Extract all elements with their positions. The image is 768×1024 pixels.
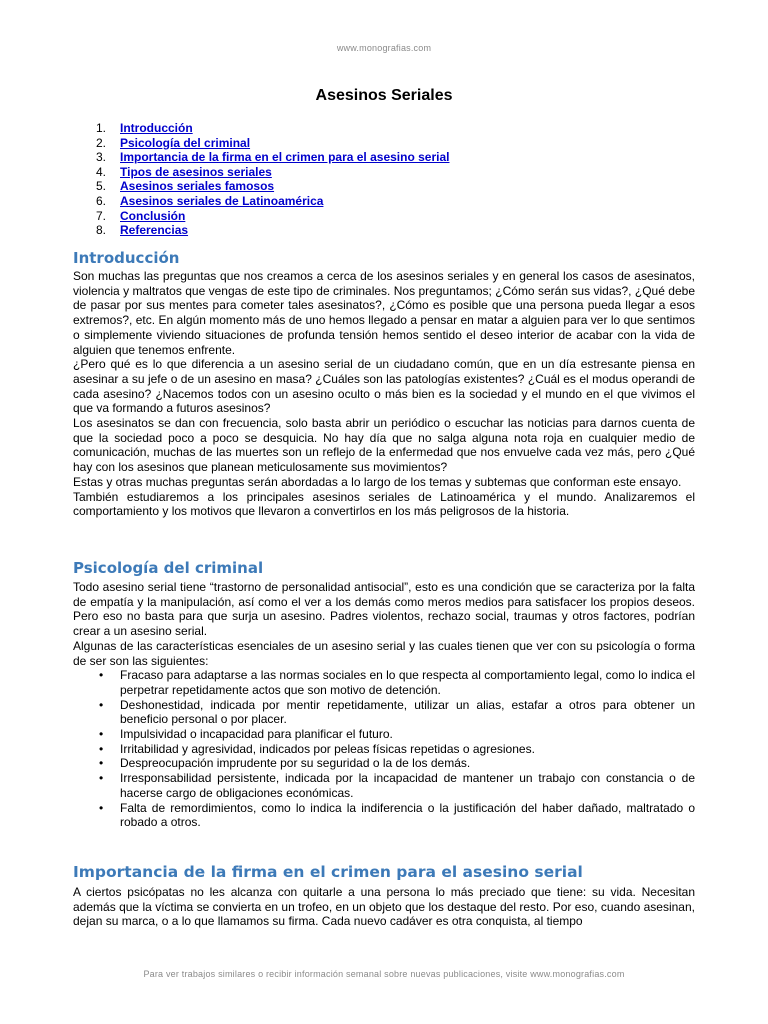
toc-number: 4.: [96, 164, 107, 179]
list-item-text: Deshonestidad, indicada por mentir repetidamente, utilizar un alias, estafar a otros para obtener un beneficio personal o por placer.: [120, 697, 695, 727]
list-item-text: Falta de remordimientos, como lo indica la indiferencia o la justificación del haber dañado, maltratado o robado a otros.: [120, 800, 695, 830]
list-item: [73, 801, 695, 830]
bullet-list: [73, 668, 695, 830]
list-item-text: Impulsividad o incapacidad para planificar el futuro.: [120, 727, 393, 742]
bullet-icon: •: [99, 668, 104, 683]
paragraph: Los asesinatos se dan con frecuencia, solo basta abrir un periódico o escuchar las noticias para darnos cuenta de que la sociedad poco a poco se desquicia. No hay día que no salga alguna nota roja en cualquier medio de comunicación, muchas de las muertes son un reflejo de la enfermedad que nos envuelve cada vez más, pero ¿Qué hay con los asesinos que planean meticulosamente sus movimientos?: [73, 416, 695, 475]
toc-link-psicologia[interactable]: Psicología del criminal: [120, 135, 251, 150]
toc-item: [88, 209, 449, 224]
toc-number: 5.: [96, 179, 107, 194]
bullet-icon: •: [99, 756, 104, 771]
list-item-text: Irritabilidad y agresividad, indicados por peleas físicas repetidas o agresiones.: [120, 741, 535, 756]
list-item: [73, 742, 695, 757]
toc-number: 8.: [96, 223, 107, 238]
bullet-icon: •: [99, 800, 104, 815]
toc-link-tipos[interactable]: Tipos de asesinos seriales: [120, 164, 272, 179]
toc-item: [88, 165, 449, 180]
list-item-text: Despreocupación imprudente por su seguridad o la de los demás.: [120, 756, 471, 771]
list-item: [73, 698, 695, 727]
page-title: Asesinos Seriales: [315, 87, 453, 104]
toc-link-latinoamerica[interactable]: Asesinos seriales de Latinoamérica: [120, 193, 324, 208]
bullet-icon: •: [99, 771, 104, 786]
toc-number: 7.: [96, 208, 107, 223]
section-heading-psicologia: Psicología del criminal: [73, 559, 264, 577]
toc-number: 2.: [96, 135, 107, 150]
toc-item: [88, 179, 449, 194]
paragraph: Todo asesino serial tiene “trastorno de personalidad antisocial”, esto es una condición que se caracteriza por la falta de empatía y la manipulación, así como el ver a los demás como meros medios para satisfacer los propios deseos. Pero eso no basta para que surja un asesino. Padres violentos, rechazo social, traumas y otros factores, podrían crear a un asesino serial.: [73, 580, 695, 639]
paragraph: Algunas de las características esenciales de un asesino serial y las cuales tienen que ver con su psicología o forma de ser son las siguientes:: [73, 638, 695, 668]
list-item: [73, 771, 695, 800]
list-item-text: Irresponsabilidad persistente, indicada por la incapacidad de mantener un trabajo con constancia o de hacerse cargo de obligaciones económicas.: [120, 771, 695, 800]
paragraph: También estudiaremos a los principales asesinos seriales de Latinoamérica y el mundo. Analizaremos el comportamiento y los motivos que llevaron a convertirlos en los más peligrosos de la historia.: [73, 489, 695, 519]
toc-item: [88, 223, 449, 238]
toc-link-introduccion[interactable]: Introducción: [120, 121, 193, 135]
table-of-contents: [88, 121, 449, 238]
toc-link-famosos[interactable]: Asesinos seriales famosos: [120, 179, 275, 194]
toc-link-firma[interactable]: Importancia de la firma en el crimen para el asesino serial: [120, 150, 450, 165]
footer-note: Para ver trabajos similares o recibir información semanal sobre nuevas publicaciones, visite www.monografias.com: [143, 969, 625, 979]
header-url: www.monografias.com: [336, 43, 432, 53]
list-item: [73, 756, 695, 771]
paragraph: Estas y otras muchas preguntas serán abordadas a lo largo de los temas y subtemas que conforman este ensayo.: [73, 474, 682, 489]
section-heading-introduccion: Introducción: [73, 249, 180, 267]
bullet-icon: •: [99, 727, 104, 742]
toc-number: 1.: [96, 121, 107, 135]
bullet-icon: •: [99, 741, 104, 756]
paragraph: Son muchas las preguntas que nos creamos a cerca de los asesinos seriales y en general los casos de asesinatos, violencia y maltratos que vengas de este tipo de criminales. Nos preguntamos; ¿Cómo serán sus vidas?, ¿Qué debe de pasar por sus mentes para cometer tales asesinatos?, ¿Cómo es posible que una persona pueda llegar a esos extremos?, etc. En algún momento más de uno hemos llegado a pensar en matar a alguien para ver lo que sentimos o simplemente viviendo situaciones de profunda tensión hemos sentido el deseo interior de acabar con la vida de alguien que tenemos enfrente.: [73, 269, 695, 357]
toc-item: [88, 136, 449, 151]
section-body-firma: [73, 885, 695, 929]
toc-link-referencias[interactable]: Referencias: [120, 223, 189, 238]
toc-number: 6.: [96, 193, 107, 208]
section-body-introduccion: [73, 269, 695, 519]
bullet-icon: •: [99, 697, 104, 712]
paragraph: A ciertos psicópatas no les alcanza con quitarle a una persona lo más preciado que tiene: su vida. Necesitan además que la víctima se convierta en un trofeo, en un objeto que los destaque del resto. Por eso, cuando asesinan, dejan su marca, o a lo que llamamos su firma. Cada nuevo cadáver es otra conquista, al tiempo: [73, 885, 695, 929]
list-item-text: Fracaso para adaptarse a las normas sociales en lo que respecta al comportamiento legal, como lo indica el perpetrar repetidamente actos que son motivo de detención.: [120, 668, 695, 697]
toc-link-conclusion[interactable]: Conclusión: [120, 208, 186, 223]
toc-item: [88, 150, 449, 165]
section-heading-firma: Importancia de la firma en el crimen para el asesino serial: [73, 863, 583, 881]
toc-item: [88, 121, 449, 136]
list-item: [73, 727, 695, 742]
paragraph: ¿Pero qué es lo que diferencia a un asesino serial de un ciudadano común, que en un día estresante piensa en asesinar a su jefe o de un asesino en masa? ¿Cuáles son las patologías existentes? ¿Cuál es el modus operandi de cada asesino? ¿Nacemos todos con un asesino oculto o más bien es la sociedad y el mundo en el que vivimos el que va formando a futuros asesinos?: [73, 357, 695, 416]
toc-item: [88, 194, 449, 209]
section-body-psicologia: [73, 580, 695, 830]
list-item: [73, 668, 695, 697]
toc-number: 3.: [96, 150, 107, 165]
